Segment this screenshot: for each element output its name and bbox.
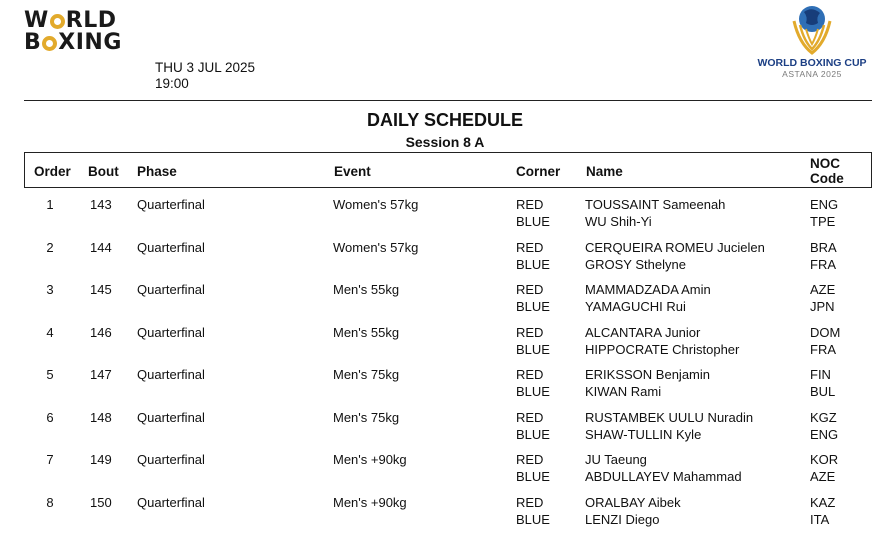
boxer-red-name: TOUSSAINT Sameenah [585,197,726,212]
col-header-order: Order [34,164,71,179]
bout-event: Women's 57kg [333,239,419,255]
bout-order: 3 [46,282,54,297]
bout-number: 150 [90,494,112,510]
logo-line-boxing [24,32,122,54]
corner-blue: BLUE [516,426,550,442]
corner-red: RED [516,409,544,425]
table-row [0,196,890,239]
boxer-blue-name: YAMAGUCHI Rui [585,299,686,314]
col-header-phase: Phase [137,164,177,179]
bout-phase: Quarterfinal [137,367,205,382]
noc-blue: FRA [810,341,836,357]
logo-ring-icon [50,14,65,29]
boxer-blue-name: LENZI Diego [585,511,660,527]
noc-blue: ENG [810,426,839,442]
noc-blue: AZE [810,469,836,484]
boxer-red-name: ERIKSSON Benjamin [585,367,710,382]
schedule-table-body [0,196,890,536]
corner-red: RED [516,367,544,382]
session-title: Session 8 A [405,134,485,150]
bout-phase: Quarterfinal [137,197,205,212]
schedule-date: THU 3 JUL 2025 [155,60,256,75]
world-boxing-logo [24,10,122,54]
bout-phase: Quarterfinal [137,282,205,297]
table-row [0,494,890,537]
corner-red: RED [516,239,544,255]
logo-text: B [24,30,42,55]
boxer-blue-name: HIPPOCRATE Christopher [585,341,740,357]
bout-order: 4 [46,324,54,340]
corner-red: RED [516,452,544,467]
boxer-red-name: ALCANTARA Junior [585,324,701,340]
boxer-blue-name: ABDULLAYEV Mahammad [585,469,742,484]
bout-order: 8 [46,494,54,510]
bout-number: 144 [90,239,112,255]
bout-phase: Quarterfinal [137,239,205,255]
noc-blue: JPN [810,299,835,314]
corner-blue: BLUE [516,469,550,484]
table-row [0,409,890,452]
noc-blue: FRA [810,256,836,272]
noc-red: FIN [810,367,831,382]
boxer-blue-name: SHAW-TULLIN Kyle [585,426,702,442]
corner-blue: BLUE [516,256,550,272]
noc-red: BRA [810,239,837,255]
table-header [24,152,872,188]
bout-event: Men's 75kg [333,367,400,382]
col-header-name: Name [586,164,623,179]
boxer-red-name: CERQUEIRA ROMEU Jucielen [585,239,765,255]
table-row [0,451,890,494]
schedule-time: 19:00 [155,76,189,91]
noc-blue: TPE [810,214,836,229]
noc-blue: ITA [810,511,830,527]
bout-order: 7 [46,452,54,467]
col-header-noc-line2: Code [810,171,844,186]
bout-order: 2 [46,239,54,255]
logo-text: XING [58,30,122,55]
noc-red: KGZ [810,409,837,425]
corner-blue: BLUE [516,341,550,357]
boxer-red-name: ORALBAY Aibek [585,494,681,510]
logo-text: W [24,8,49,33]
bout-order: 5 [46,367,54,382]
cup-city: ASTANA 2025 [782,69,842,79]
logo-text: RLD [65,8,117,33]
header-divider [24,100,872,101]
corner-red: RED [516,494,544,510]
table-row [0,239,890,282]
noc-red: KOR [810,452,839,467]
corner-blue: BLUE [516,384,550,399]
bout-phase: Quarterfinal [137,452,205,467]
schedule-datetime [155,60,255,92]
world-boxing-cup-logo [752,3,872,83]
corner-blue: BLUE [516,214,550,229]
bout-order: 6 [46,409,54,425]
corner-red: RED [516,197,544,212]
logo-line-world [24,10,122,32]
bout-event: Men's +90kg [333,494,407,510]
table-row [0,281,890,324]
bout-number: 147 [90,367,112,382]
bout-event: Men's 55kg [333,324,400,340]
noc-red: AZE [810,282,836,297]
bout-number: 149 [90,452,112,467]
boxer-red-name: RUSTAMBEK UULU Nuradin [585,409,754,425]
boxer-red-name: JU Taeung [585,452,647,467]
bout-number: 146 [90,324,112,340]
bout-number: 143 [90,197,112,212]
col-header-noc [810,156,844,186]
noc-blue: BUL [810,384,836,399]
noc-red: KAZ [810,494,836,510]
col-header-bout: Bout [88,164,119,179]
cup-emblem-icon [789,3,835,55]
bout-event: Men's +90kg [333,452,407,467]
boxer-blue-name: KIWAN Rami [585,384,662,399]
boxer-blue-name: GROSY Sthelyne [585,256,686,272]
logo-ring-icon [42,36,57,51]
col-header-corner: Corner [516,164,561,179]
cup-name: WORLD BOXING CUP [757,57,867,69]
boxer-red-name: MAMMADZADA Amin [585,282,711,297]
bout-number: 145 [90,282,112,297]
col-header-noc-line1: NOC [810,156,840,171]
table-row [0,366,890,409]
page-title: DAILY SCHEDULE [366,110,524,130]
bout-phase: Quarterfinal [137,324,205,340]
corner-red: RED [516,282,544,297]
table-row [0,324,890,367]
bout-phase: Quarterfinal [137,409,205,425]
col-header-event: Event [334,164,371,179]
corner-red: RED [516,324,544,340]
corner-blue: BLUE [516,299,550,314]
bout-phase: Quarterfinal [137,494,205,510]
corner-blue: BLUE [516,511,550,527]
bout-event: Women's 57kg [333,197,419,212]
boxer-blue-name: WU Shih-Yi [585,214,652,229]
bout-order: 1 [46,197,54,212]
bout-event: Men's 75kg [333,409,400,425]
noc-red: DOM [810,324,841,340]
bout-number: 148 [90,409,112,425]
bout-event: Men's 55kg [333,282,400,297]
noc-red: ENG [810,197,839,212]
